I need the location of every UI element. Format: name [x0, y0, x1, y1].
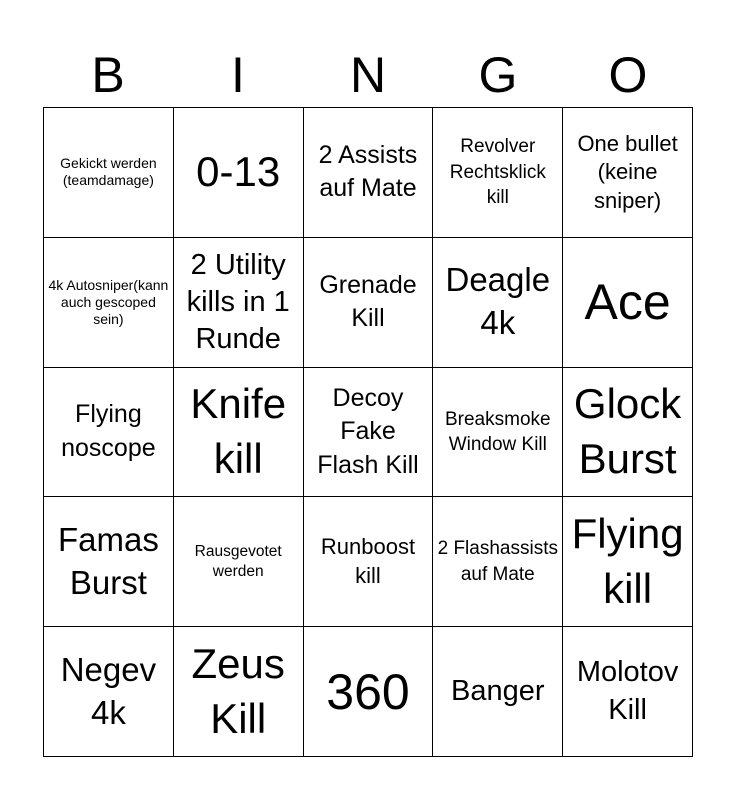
bingo-cell[interactable]: [433, 627, 563, 757]
bingo-cell[interactable]: [174, 368, 304, 498]
bingo-cell[interactable]: [44, 627, 174, 757]
bingo-cell[interactable]: [304, 627, 434, 757]
bingo-cell-text: Famas Burst: [57, 520, 159, 601]
bingo-cell-text: 2 Assists auf Mate: [318, 140, 418, 203]
bingo-cell[interactable]: [433, 238, 563, 368]
bingo-cell[interactable]: [304, 497, 434, 627]
bingo-cell[interactable]: [44, 108, 174, 238]
bingo-cell[interactable]: [174, 238, 304, 368]
bingo-cell-text: Glock Burst: [573, 380, 682, 482]
bingo-cell[interactable]: [174, 108, 304, 238]
bingo-cell-text: Gekickt werden (teamdamage): [60, 155, 157, 189]
bingo-card-grid: [43, 107, 693, 757]
bingo-cell-text: Knife kill: [190, 380, 287, 482]
bingo-cell[interactable]: [433, 108, 563, 238]
bingo-cell[interactable]: [563, 368, 693, 498]
bingo-cell-text: Breaksmoke Window Kill: [444, 408, 551, 455]
bingo-cell[interactable]: [44, 238, 174, 368]
bingo-cell-text: 4k Autosniper(kann auch gescoped sein): [48, 276, 169, 327]
header-letter-g: G: [478, 47, 518, 103]
header-letter-b: B: [91, 47, 125, 103]
bingo-cell[interactable]: [563, 497, 693, 627]
bingo-cell[interactable]: [563, 108, 693, 238]
bingo-cell[interactable]: [304, 238, 434, 368]
bingo-cell-text: Ace: [584, 274, 671, 331]
bingo-cell-text: Deagle 4k: [445, 261, 551, 342]
bingo-cell-text: Negev 4k: [60, 650, 157, 731]
bingo-cell[interactable]: [563, 627, 693, 757]
bingo-cell-text: Zeus Kill: [191, 640, 285, 742]
bingo-header: [43, 44, 693, 106]
bingo-cell[interactable]: [174, 627, 304, 757]
bingo-cell-text: 360: [326, 663, 410, 720]
bingo-cell-text: Decoy Fake Flash Kill: [317, 383, 419, 479]
bingo-cell-text: Grenade Kill: [319, 270, 417, 333]
bingo-cell-text: Rausgevotet werden: [194, 542, 282, 580]
bingo-cell-text: 0-13: [196, 148, 281, 196]
bingo-cell-text: Runboost kill: [320, 534, 416, 588]
header-letter-i: I: [231, 47, 245, 103]
header-letter-o: O: [608, 47, 648, 103]
bingo-cell-text: Banger: [451, 675, 545, 708]
bingo-cell[interactable]: [304, 108, 434, 238]
bingo-cell[interactable]: [433, 368, 563, 498]
bingo-cell[interactable]: [304, 368, 434, 498]
bingo-cell-text: Flying noscope: [61, 400, 156, 462]
bingo-cell-text: Revolver Rechtsklick kill: [449, 136, 546, 209]
bingo-cell-text: Flying kill: [571, 510, 684, 612]
bingo-cell[interactable]: [44, 497, 174, 627]
bingo-cell[interactable]: [563, 238, 693, 368]
bingo-cell-text: Molotov Kill: [576, 656, 679, 726]
bingo-cell-text: One bullet (keine sniper): [577, 130, 678, 213]
bingo-cell[interactable]: [44, 368, 174, 498]
bingo-cell[interactable]: [433, 497, 563, 627]
bingo-cell[interactable]: [174, 497, 304, 627]
header-letter-n: N: [349, 47, 387, 103]
bingo-cell-text: 2 Utility kills in 1 Runde: [186, 248, 290, 355]
bingo-cell-text: 2 Flashassists auf Mate: [437, 538, 558, 585]
